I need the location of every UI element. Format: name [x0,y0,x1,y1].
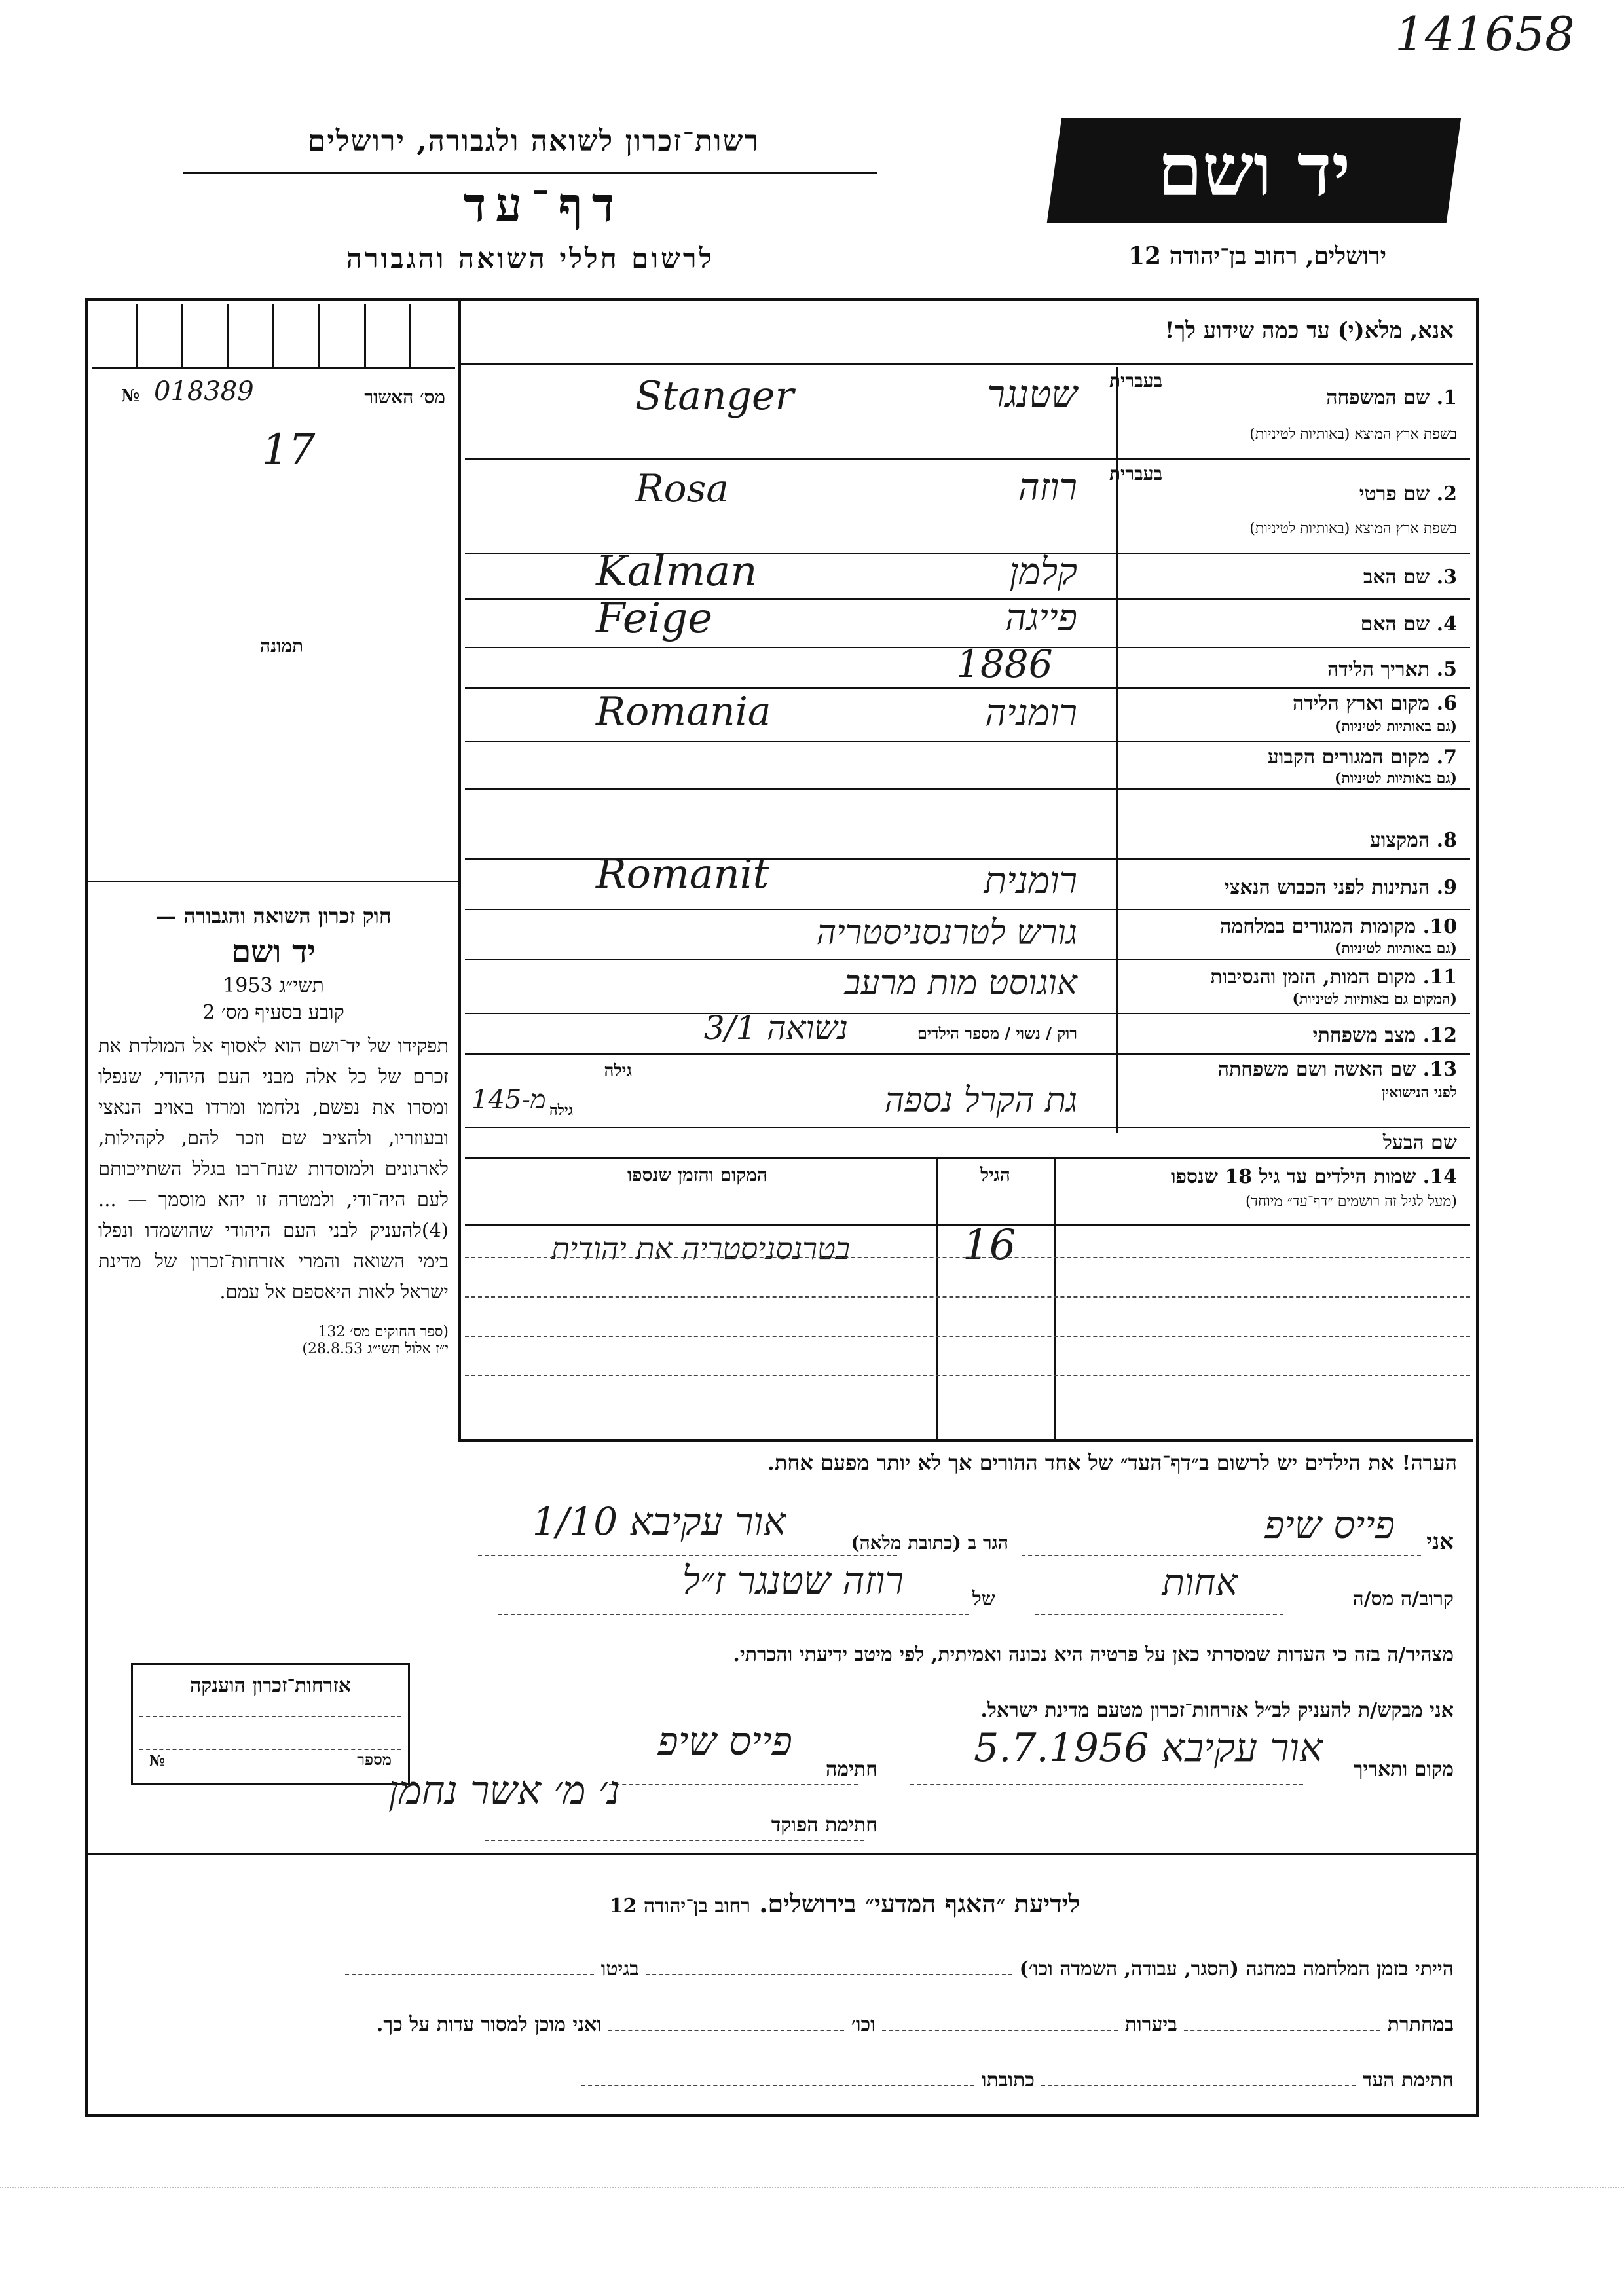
officer-label: חתימת הפוקד [771,1813,877,1836]
field-wartime-residence [465,910,1470,960]
field-hebrew: פייגה [1005,596,1077,639]
citizenship-box [131,1663,410,1785]
law-title: חוק זכרון השואה והגבורה — [155,903,392,928]
field-label: המקצוע [1369,829,1430,852]
law-name: יד ושם [231,934,316,970]
child-age-label: גילה [549,1102,573,1119]
field-label: שם האב [1363,566,1430,589]
place-date: אור עקיבא 5.7.1956 [974,1725,1323,1771]
field-profession [465,790,1470,860]
declarant-address: אור עקיבא 1/10 [532,1499,786,1544]
place-date-label: מקום ותאריך [1353,1758,1454,1781]
field-nationality [465,850,1470,910]
field-label: שם המשפחה [1326,386,1430,409]
field-birth-date [465,642,1470,689]
field-num: 4. [1436,613,1457,636]
field-label: תאריך הלידה [1327,658,1430,681]
field-sub: לפני הנישואין [1381,1084,1457,1101]
field-hebrew: 1886 [956,642,1053,686]
footer-etc-label: וכו׳ [851,2013,876,2036]
field-sub: בשפת ארץ המוצא (באותיות לטיניות) [1249,520,1457,537]
field-label: מצב משפחתי [1312,1024,1416,1047]
footer-title: לידיעת ״האגף המדעי״ בירושלים. [759,1889,1080,1918]
children-note: (מעל לגיל זה רושמים ״דף־עד״ מיוחד) [1245,1194,1457,1210]
footer-underground-label: במחתרת [1387,2013,1454,2036]
citizenship-no: № [149,1753,165,1770]
field-hebrew: רומניה [985,692,1077,735]
field-caption: בעברית [1109,463,1162,484]
field-sub: (גם באותיות לטיניות) [1334,770,1457,787]
footer-line1 [105,1958,1454,1980]
field-hebrew: שטנגר [987,373,1077,416]
children-col-age: הגיל [980,1164,1010,1186]
children-title: שמות הילדים עד גיל 18 שנספו [1170,1165,1416,1188]
field-num: 6. [1436,692,1457,715]
form-title: דף־עד [463,177,624,232]
instructions: אנא, מלא(י) עד כמה שידוע לך! [1164,318,1454,344]
field-latin: Rosa [635,466,729,511]
field-num: 11. [1422,966,1457,989]
authority-title: רשות־זכרון לשואה ולגבורה, ירושלים [307,124,760,158]
header-address: ירושלים, רחוב בן־יהודה 12 [1128,242,1387,270]
field-spouse [465,1055,1470,1128]
law-ref2: י״ז אלול תשי״ג 28.8.53) [302,1341,449,1357]
field-hebrew: רומנית [984,860,1077,902]
registration-number: 018389 [154,376,254,407]
field-label: שם האשה ושם משפחתה [1217,1058,1416,1081]
field-death [465,960,1470,1014]
field-latin: Kalman [596,547,758,596]
field-hebrew: גת הקרל נספה [884,1081,1077,1120]
field-sub: (גם באותיות לטיניות) [1334,940,1457,957]
field-mother-name [465,594,1470,648]
field-latin: Stanger [635,373,794,419]
footer-witness-signature-label: חתימת העד [1362,2069,1454,2092]
field-caption: בעברית [1109,370,1162,392]
field-num: 13. [1422,1058,1457,1081]
field-num: 7. [1436,746,1457,769]
field-num: 2. [1436,483,1457,505]
field-num: 8. [1436,829,1457,852]
field-hebrew: אוגוסט מות מרעב [844,964,1077,1003]
field-sub: (המקום גם באותיות לטיניות) [1292,991,1457,1008]
children-col-place: המקום והזמן שנספו [627,1164,767,1186]
footer-title-row [498,1889,1192,1919]
law-year: תשי״ג 1953 [223,974,324,997]
declarant-of-name: רוזה שטנגר ז״ל [682,1558,904,1603]
field-label: מקומות המגורים במלחמה [1220,915,1416,938]
field-sub: בשפת ארץ המוצא (באותיות לטיניות) [1249,426,1457,443]
registration-extra: 17 [262,426,316,474]
declarant-name: פייס שיפ [1264,1503,1395,1547]
marital-row-value: נשואה 3/1 [703,1009,848,1047]
declarant-signature: פייס שיפ [657,1719,792,1764]
declarant-i-label: אני [1426,1529,1454,1555]
field-label: שם האם [1360,613,1430,636]
field-marital [465,1009,1470,1055]
field-hebrew: קלמן [1009,551,1077,593]
officer-signature: נ׳ מ׳ אשר נחמן [388,1768,620,1813]
field-father-name [465,547,1470,600]
citizenship-number-label: מספר [357,1750,392,1769]
field-latin: Feige [596,594,713,643]
declarant-resides-label: הגר ב (כתובת מלאה) [851,1532,1008,1554]
photo-label: תמונה [259,635,304,657]
field-hebrew: רוזה [1018,466,1077,509]
children-table [465,1159,1470,1440]
field-label: הנתינות לפני הכבוש הנאצי [1224,876,1430,899]
field-label: מקום המגורים הקבוע [1267,746,1430,769]
children-num: 14. [1422,1165,1457,1188]
field-residence [465,742,1470,790]
field-family-name [465,367,1470,460]
law-block [98,903,449,1357]
law-text: תפקידו של יד־ושם הוא לאסוף אל המולדת את זכרם של כל אלה מבני העם היהודי, שנפלו ומסרו את נפשם, נלחמו ומרדו באויב הנאצי ובעוזריו, ולהציב שם וזכר להם, לקהילות, לארגונים ולמוסדות שנח־רבו בגלל השתייכותם לעם היה־ודי, ולמטרה זו יהא מוסמך — ...(4)להעניק לבני העם היהודי שהושמדו ונפלו בימי השואה והמרי אזרחות־זכרון של מדינת ישראל לאות היאספם אל עמם. [98,1034,449,1303]
footer-camp-label: הייתי בזמן המלחמה במחנה (הסגר, עבודה, השמדה וכו׳) [1019,1958,1454,1980]
footer-forests-label: ביערות [1124,2013,1177,2036]
footer-willing-label: ואני מוכן למסור עדות על כך. [376,2013,602,2036]
field-label: מקום וארץ הלידה [1292,692,1430,715]
field-label: מקום המות, הזמן והנסיבות [1210,966,1416,989]
field-birth-place [465,689,1470,742]
field-num: 1. [1436,386,1457,409]
form-subtitle: לרשום חללי השואה והגבורה [346,242,715,274]
footer-address: רחוב בן־יהודה 12 [609,1895,750,1918]
footer-line3 [105,2069,1454,2092]
field-num: 10. [1422,915,1457,938]
law-section: קובע בסעיף מס׳ 2 [202,1001,344,1024]
footer-line2 [105,2013,1454,2036]
child-age: 16 [963,1221,1016,1269]
field-num: 12. [1422,1024,1457,1047]
field-first-name [465,460,1470,554]
field-latin: Romania [596,689,771,735]
field-latin: Romanit [596,850,769,898]
field-num: 3. [1436,566,1457,589]
citizenship-box-title: אזרחות־זכרון הוענקה [189,1674,352,1697]
child-place: בטרנסניסטריה את יהודית [551,1231,850,1266]
declarant-of-label: של [972,1588,995,1611]
archive-number: 141658 [1395,7,1575,62]
field-sub: (גם באותיות לטיניות) [1334,718,1457,735]
spouse-age-value: מ-145 [471,1085,546,1115]
field-num: 9. [1436,876,1457,899]
marital-row-label: רוק / נשוי / מספר הילדים [917,1024,1077,1043]
field-label: שם פרטי [1359,483,1430,505]
logo-text: יד ושם [1157,128,1351,212]
field-husband [465,1128,1470,1159]
age-label: גילה [604,1061,632,1081]
footer-ghetto-label: בגיטו [600,1958,639,1980]
registration-boxes [92,304,455,369]
declaration: מצהיר/ה בזה כי העדות שמסרתי כאן על פרטיה היא נכונה ואמיתית, לפי מיטב ידיעתי והכרתי. [733,1643,1454,1666]
declarant-relation-label: קרוב/ה מס/ה [1352,1588,1454,1611]
signature-label: חתימה [826,1758,877,1781]
husband-label: שם הבעל [1382,1131,1457,1154]
request: אני מבקש/ת להעניק לב״ל אזרחות־זכרון מטעם מדינת ישראל. [980,1699,1454,1722]
field-num: 5. [1436,658,1457,681]
field-hebrew: גורש לטרנסניסטריה [816,913,1077,953]
footer-address-label: כתובתו [981,2069,1035,2092]
declarant-relation: אחות [1162,1561,1238,1604]
fields [465,367,1470,1159]
registration-label: מס׳ האשור [364,386,445,408]
law-ref1: (ספר החוקים מס׳ 132 [318,1324,449,1340]
yad-vashem-logo [1047,118,1461,223]
remark: הערה! את הילדים יש לרשום ב״דף־העד״ של אחד ההורים אך לא יותר מפעם אחת. [767,1450,1457,1475]
no-label: № [121,386,140,406]
